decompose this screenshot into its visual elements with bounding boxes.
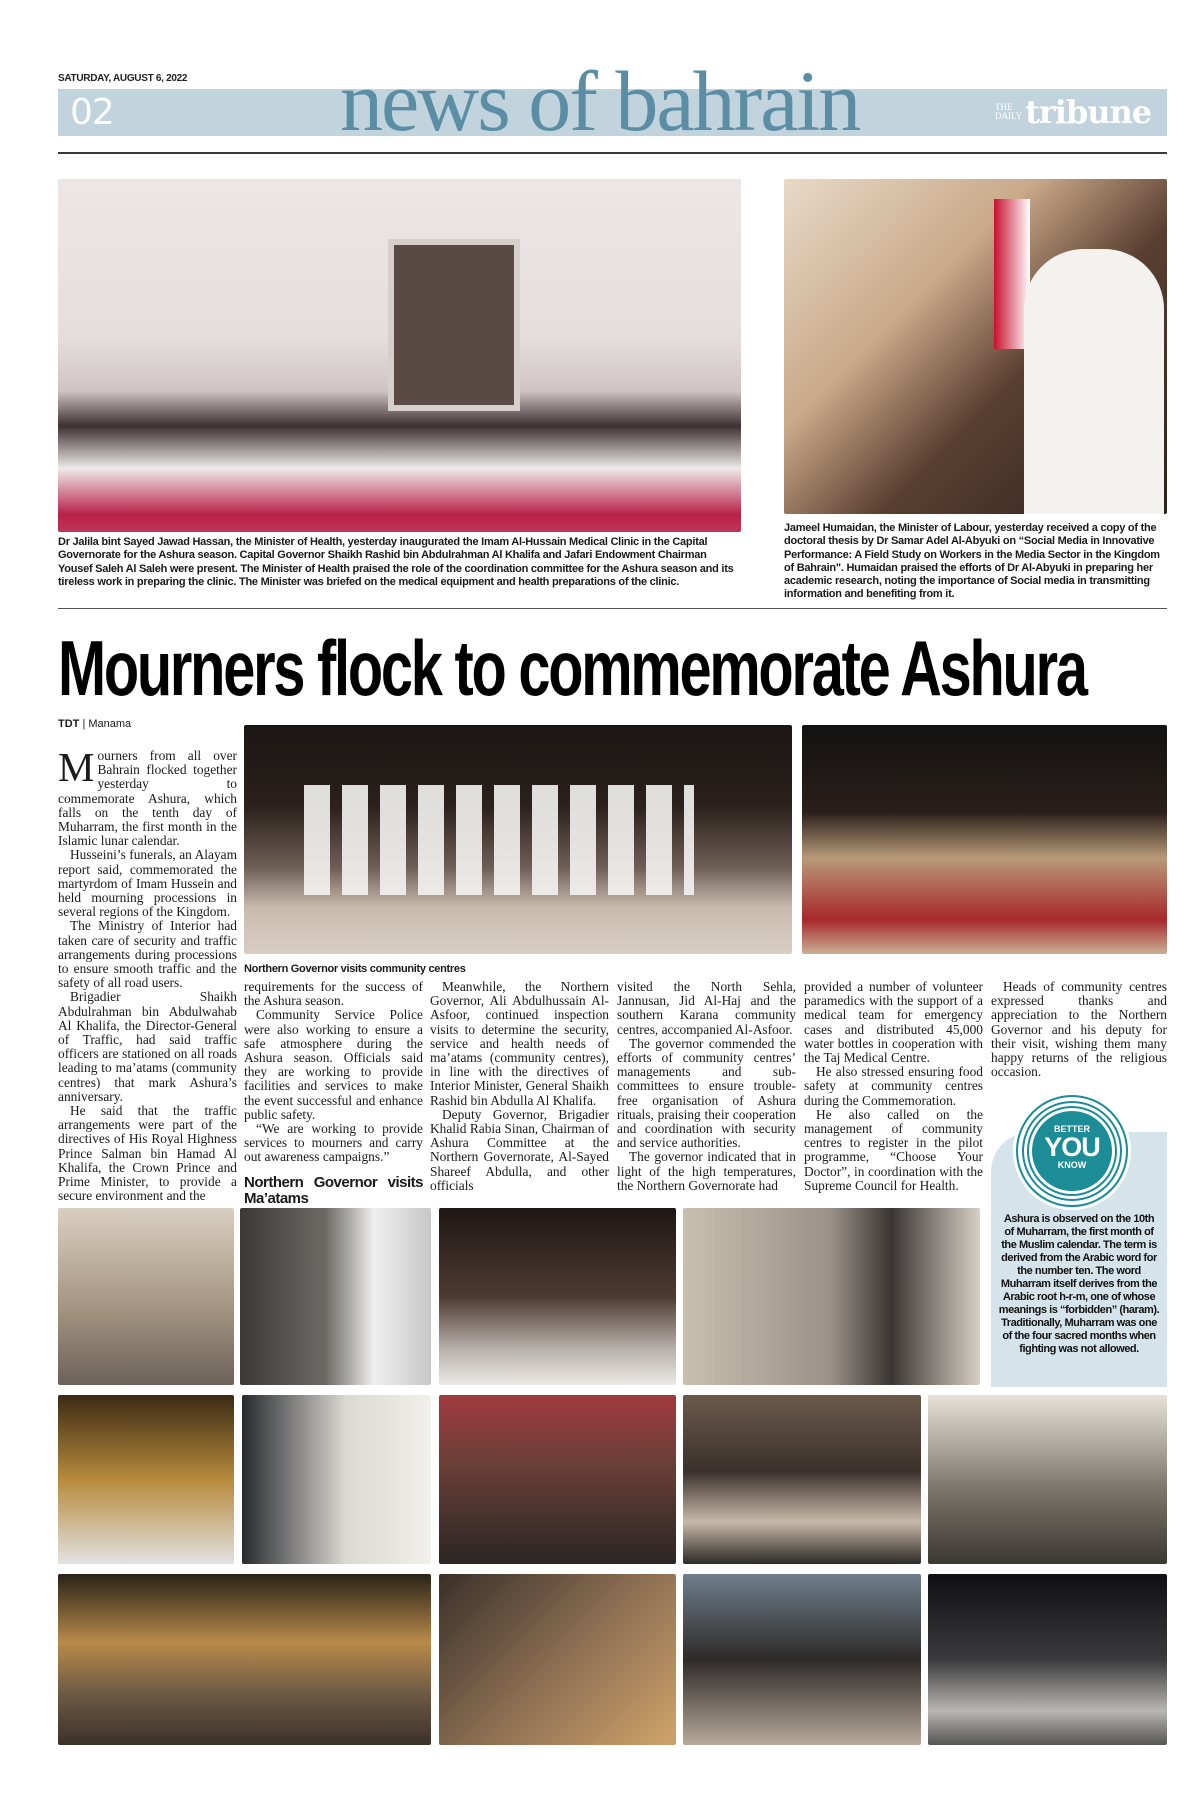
paragraph: Community Service Police were also working to ensure a safe atmosphere during the Ashura season. Officials said they are working to provide facilities and services to make the event successful and enhance public safety.: [244, 1007, 423, 1122]
paragraph: He also called on the management of community centres to register in the pilot programme, “Choose Your Doctor”, in coordination with the Supreme Council for Health.: [804, 1106, 983, 1193]
brand-name: tribune: [1025, 93, 1152, 131]
photo-tea-preparation: [439, 1574, 676, 1745]
paragraph: The Ministry of Interior had taken care of security and traffic arrangements during processions to ensure smooth traffic and the safety of all road users.: [58, 918, 237, 991]
photo-traffic-officer: [240, 1208, 431, 1385]
paragraph: [58, 744, 237, 849]
photo-labour-minister: [784, 179, 1167, 514]
photo-health-minister-clinic: [58, 179, 741, 532]
paragraph: He also stressed ensuring food safety at community centres during the Commemoration.: [804, 1064, 983, 1108]
better-you-know-text: Ashura is observed on the 10th of Muharram, the first month of the Muslim calendar. The term is derived from the Arabic word for the number ten. The word Muharram itself derives from the Arabic root h-r-m, one of whose meanings is “forbidden” (haram). Traditionally, Muharram was one of the four sacred months when fighting was not allowed.: [998, 1213, 1160, 1355]
photo-caption: Northern Governor visits community centres: [244, 963, 466, 975]
badge-middle: YOU: [1044, 1132, 1100, 1162]
photo-maatam-entrance: [683, 1208, 980, 1385]
paragraph: Heads of community centres expressed thanks and appreciation to the Northern Governor and his deputy for their visit, wishing them many happy returns of the religious occasion.: [991, 979, 1167, 1080]
photo-night-traffic: [58, 1395, 234, 1564]
photo-caption: Dr Jalila bint Sayed Jawad Hassan, the Minister of Health, yesterday inaugurated the Imam Al-Hussain Medical Clinic in the Capital Governorate for the Ashura season. Capital Governor Shaikh Rashid bin Abdulrahman Al Khalifa and Jafari Endowment Chairman Yousef Saleh Al Saleh were present. The Minister of Health praised the role of the coordination committee for the Ashura season and its tireless work in preparing the clinic. The Minister was briefed on the medical equipment and health preparations of the clinic.: [58, 536, 734, 588]
badge-top: BETTER: [1054, 1124, 1090, 1134]
drop-cap: M: [58, 744, 95, 790]
article-column-4: [617, 980, 796, 1193]
clinic-door: [388, 239, 520, 411]
paragraph: Meanwhile, the Northern Governor, Ali Abdulhussain Al-Asfoor, continued inspection visits to determine the security, service and health needs of ma’atams (community centres), in line with the directives of Interior Minister, General Shaikh Rashid bin Abdulla Al Khalifa.: [430, 979, 609, 1108]
paragraph: provided a number of volunteer paramedics with the support of a medical team for emergency cases and distributed 45,000 water bottles in cooperation with the Taj Medical Centre.: [804, 979, 983, 1066]
photo-majlis: [802, 725, 1167, 954]
page-number: 02: [70, 92, 114, 133]
photo-night-street: [928, 1574, 1167, 1745]
photo-serving: [683, 1574, 921, 1745]
better-you-know-box: [991, 1092, 1167, 1387]
article-column-6: [991, 980, 1167, 1079]
article-column-1: [58, 744, 237, 1204]
paragraph: He said that the traffic arrangements were part of the directives of His Royal Highness Prince Salman bin Hamad Al Khalifa, the Crown Prince and Prime Minister, to provide a secure environment and the: [58, 1103, 237, 1204]
brand-the: THE: [995, 102, 1013, 112]
paragraph-text: ourners from all over Bahrain flocked together yesterday to commemorate Ashura, which falls on the tenth day of Muharram, the first month in the Islamic lunar calendar.: [58, 748, 237, 849]
paragraph: “We are working to provide services to mourners and carry out awareness campaigns.”: [244, 1121, 423, 1165]
badge-bottom: KNOW: [1057, 1160, 1087, 1170]
photo-traffic-officer: [58, 1208, 234, 1385]
paragraph: requirements for the success of the Ashura season.: [244, 979, 423, 1009]
divider: [58, 608, 1167, 609]
photo-police-officer: [242, 1395, 431, 1564]
divider: [58, 152, 1167, 154]
paragraph: The governor commended the efforts of community centres’ managements and sub-committees to ensure trouble-free organisation of Ashura rituals, praising their cooperation and coordination with security and service authorities.: [617, 1035, 796, 1151]
paragraph: Husseini’s funerals, an Alayam report said, commemorated the martyrdom of Imam Hussein and held mourning processions in several regions of the Kingdom.: [58, 847, 237, 920]
article-column-5: [804, 980, 983, 1193]
better-you-know-badge: [1013, 1092, 1131, 1210]
photo-night-police: [58, 1574, 431, 1745]
brand-logo: [995, 93, 1151, 131]
article-column-2: [244, 980, 423, 1207]
byline-source: TDT: [58, 718, 80, 730]
paragraph: The governor indicated that in light of the high temperatures, the Northern Governorate had: [617, 1149, 796, 1193]
issue-date: SATURDAY, AUGUST 6, 2022: [58, 73, 188, 84]
paragraph: visited the North Sehla, Jannusan, Jid Al-Haj and the southern Karana community centres, accompanied Al-Asfoor.: [617, 979, 796, 1037]
photo-food-service: [683, 1395, 921, 1564]
byline: [58, 718, 131, 730]
section-title: news of bahrain: [340, 53, 860, 149]
photo-street: [928, 1395, 1167, 1564]
photo-governor-visit: [244, 725, 792, 954]
photo-procession: [439, 1208, 676, 1385]
byline-place: Manama: [88, 718, 132, 730]
article-headline: Mourners flock to commemorate Ashura: [58, 624, 1086, 712]
brand-small: [995, 103, 1022, 121]
brand-daily: DAILY: [995, 111, 1023, 121]
paragraph: Brigadier Shaikh Abdulrahman bin Abdulwahab Al Khalifa, the Director-General of Traffic, had said traffic officers are stationed on all roads leading to ma’atams (community centres) that mark Ashura’s anniversary.: [58, 989, 237, 1104]
photo-mourners: [439, 1395, 676, 1564]
paragraph: Deputy Governor, Brigadier Khalid Rabia Sinan, Chairman of Ashura Committee at the Northern Governorate, Al-Sayed Shareef Abdulla, and other officials: [430, 1106, 609, 1193]
badge-core: [1032, 1111, 1112, 1191]
people-group: [304, 785, 694, 895]
subheading: Northern Governor visits Ma’atams: [244, 1173, 423, 1207]
byline-sep: |: [79, 718, 89, 730]
article-column-3: [430, 980, 609, 1193]
photo-caption: Jameel Humaidan, the Minister of Labour, yesterday received a copy of the doctoral thesis by Dr Samar Adel Al-Abyuki on “Social Media in Innovative Performance: A Field Study on Workers in the Media Sector in the Kingdom of Bahrain". Humaidan praised the efforts of Dr Al-Abyuki in preparing her academic research, noting the importance of Social media in transmitting information and benefiting from it.: [784, 522, 1160, 601]
person: [1024, 249, 1164, 514]
